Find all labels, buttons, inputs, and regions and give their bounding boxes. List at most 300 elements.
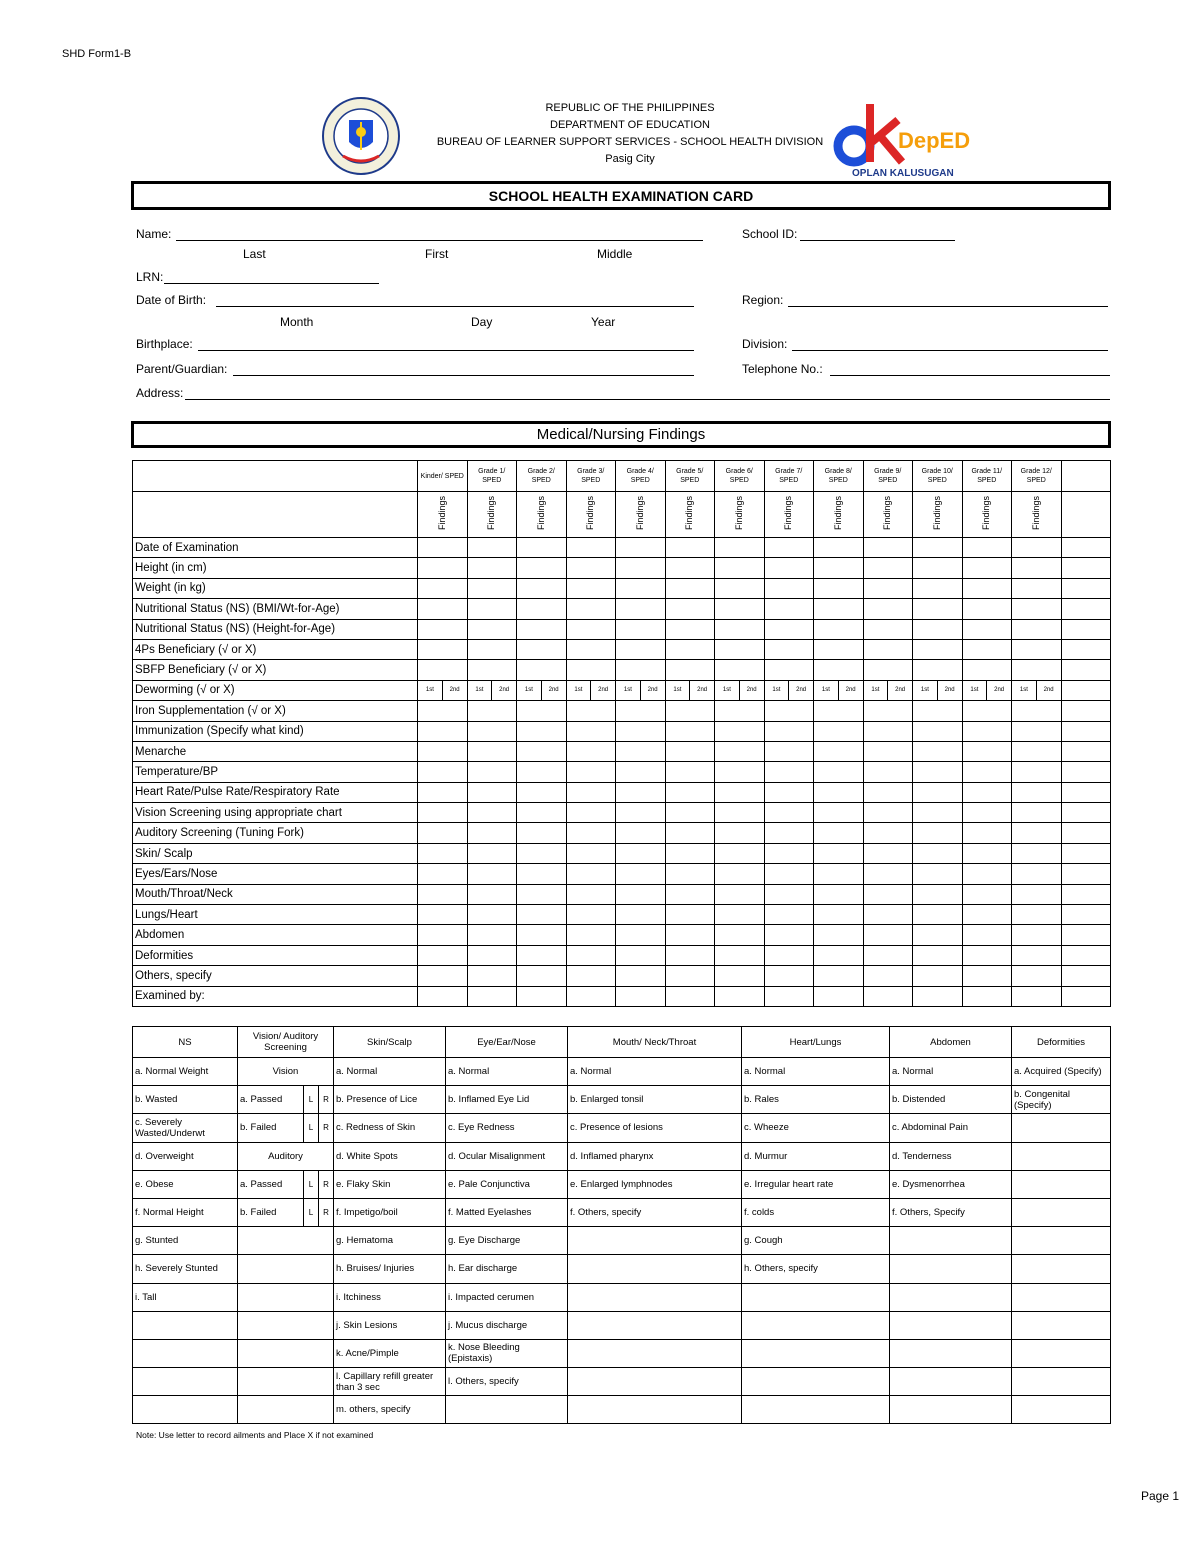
finding-cell[interactable] (814, 578, 864, 598)
finding-cell[interactable] (418, 986, 468, 1006)
finding-cell[interactable] (1012, 721, 1062, 741)
finding-cell[interactable] (764, 803, 814, 823)
finding-cell[interactable] (1012, 762, 1062, 782)
finding-cell[interactable] (913, 721, 963, 741)
finding-cell[interactable] (863, 660, 913, 680)
finding-cell[interactable] (1012, 578, 1062, 598)
finding-cell[interactable] (863, 599, 913, 619)
finding-cell[interactable] (913, 639, 963, 659)
finding-cell[interactable] (1061, 803, 1111, 823)
finding-cell[interactable] (1061, 864, 1111, 884)
finding-cell[interactable] (616, 680, 666, 700)
finding-cell[interactable] (913, 558, 963, 578)
finding-cell[interactable] (715, 823, 765, 843)
finding-cell[interactable] (814, 986, 864, 1006)
finding-cell[interactable] (863, 864, 913, 884)
finding-cell[interactable] (913, 680, 963, 700)
finding-cell[interactable] (616, 762, 666, 782)
finding-cell[interactable] (665, 741, 715, 761)
finding-cell[interactable] (962, 966, 1012, 986)
finding-cell[interactable] (962, 680, 1012, 700)
finding-cell[interactable] (418, 782, 468, 802)
finding-cell[interactable] (863, 701, 913, 721)
telephone-line[interactable] (830, 375, 1110, 376)
finding-cell[interactable] (814, 660, 864, 680)
finding-cell[interactable] (517, 599, 567, 619)
finding-cell[interactable] (467, 680, 517, 700)
finding-cell[interactable] (517, 823, 567, 843)
dob-line[interactable] (216, 306, 694, 307)
right-eye-ear-box[interactable]: R (319, 1086, 334, 1114)
finding-cell[interactable] (863, 905, 913, 925)
finding-cell[interactable] (1061, 639, 1111, 659)
finding-cell[interactable] (418, 680, 468, 700)
finding-cell[interactable] (418, 660, 468, 680)
finding-cell[interactable] (863, 823, 913, 843)
finding-cell[interactable] (1012, 782, 1062, 802)
finding-cell[interactable] (962, 905, 1012, 925)
finding-cell[interactable] (467, 843, 517, 863)
finding-cell[interactable] (665, 721, 715, 741)
finding-cell[interactable] (418, 925, 468, 945)
finding-cell[interactable] (566, 803, 616, 823)
finding-cell[interactable] (566, 864, 616, 884)
finding-cell[interactable] (1061, 599, 1111, 619)
finding-cell[interactable] (1012, 639, 1062, 659)
finding-cell[interactable] (863, 986, 913, 1006)
finding-cell[interactable] (962, 803, 1012, 823)
finding-cell[interactable] (715, 558, 765, 578)
right-eye-ear-box[interactable]: R (319, 1114, 334, 1142)
finding-cell[interactable] (566, 639, 616, 659)
finding-cell[interactable] (566, 721, 616, 741)
finding-cell[interactable] (715, 619, 765, 639)
finding-cell[interactable] (764, 945, 814, 965)
finding-cell[interactable] (616, 884, 666, 904)
finding-cell[interactable] (814, 721, 864, 741)
finding-cell[interactable] (715, 741, 765, 761)
finding-cell[interactable] (616, 966, 666, 986)
finding-cell[interactable] (814, 558, 864, 578)
finding-cell[interactable] (467, 905, 517, 925)
finding-cell[interactable] (517, 966, 567, 986)
finding-cell[interactable] (1012, 660, 1062, 680)
finding-cell[interactable] (962, 762, 1012, 782)
finding-cell[interactable] (1061, 701, 1111, 721)
finding-cell[interactable] (665, 599, 715, 619)
finding-cell[interactable] (517, 945, 567, 965)
finding-cell[interactable] (616, 721, 666, 741)
finding-cell[interactable] (665, 945, 715, 965)
finding-cell[interactable] (764, 639, 814, 659)
finding-cell[interactable] (616, 701, 666, 721)
finding-cell[interactable] (863, 782, 913, 802)
finding-cell[interactable] (1061, 782, 1111, 802)
finding-cell[interactable] (764, 762, 814, 782)
finding-cell[interactable] (863, 538, 913, 558)
finding-cell[interactable] (863, 578, 913, 598)
finding-cell[interactable] (566, 741, 616, 761)
finding-cell[interactable] (962, 843, 1012, 863)
finding-cell[interactable] (566, 762, 616, 782)
finding-cell[interactable] (418, 701, 468, 721)
finding-cell[interactable] (616, 599, 666, 619)
finding-cell[interactable] (616, 558, 666, 578)
finding-cell[interactable] (616, 782, 666, 802)
finding-cell[interactable] (418, 966, 468, 986)
finding-cell[interactable] (715, 599, 765, 619)
finding-cell[interactable] (616, 945, 666, 965)
finding-cell[interactable] (467, 701, 517, 721)
finding-cell[interactable] (1061, 925, 1111, 945)
finding-cell[interactable] (467, 966, 517, 986)
finding-cell[interactable] (665, 803, 715, 823)
finding-cell[interactable] (467, 721, 517, 741)
finding-cell[interactable] (1061, 660, 1111, 680)
finding-cell[interactable] (467, 578, 517, 598)
finding-cell[interactable] (665, 538, 715, 558)
finding-cell[interactable] (863, 884, 913, 904)
right-eye-ear-box[interactable]: R (319, 1198, 334, 1226)
finding-cell[interactable] (1061, 945, 1111, 965)
finding-cell[interactable] (616, 905, 666, 925)
finding-cell[interactable] (1061, 843, 1111, 863)
finding-cell[interactable] (814, 945, 864, 965)
finding-cell[interactable] (764, 782, 814, 802)
finding-cell[interactable] (913, 578, 963, 598)
finding-cell[interactable] (616, 741, 666, 761)
finding-cell[interactable] (566, 986, 616, 1006)
finding-cell[interactable] (913, 966, 963, 986)
finding-cell[interactable] (715, 843, 765, 863)
finding-cell[interactable] (418, 741, 468, 761)
finding-cell[interactable] (1061, 762, 1111, 782)
finding-cell[interactable] (566, 538, 616, 558)
finding-cell[interactable] (517, 538, 567, 558)
finding-cell[interactable] (715, 538, 765, 558)
finding-cell[interactable] (962, 639, 1012, 659)
finding-cell[interactable] (962, 986, 1012, 1006)
finding-cell[interactable] (616, 925, 666, 945)
finding-cell[interactable] (913, 986, 963, 1006)
finding-cell[interactable] (467, 925, 517, 945)
finding-cell[interactable] (517, 843, 567, 863)
finding-cell[interactable] (1061, 741, 1111, 761)
finding-cell[interactable] (566, 599, 616, 619)
finding-cell[interactable] (962, 538, 1012, 558)
finding-cell[interactable] (1061, 721, 1111, 741)
finding-cell[interactable] (566, 905, 616, 925)
finding-cell[interactable] (715, 905, 765, 925)
finding-cell[interactable] (566, 925, 616, 945)
finding-cell[interactable] (418, 803, 468, 823)
guardian-line[interactable] (233, 375, 694, 376)
finding-cell[interactable] (665, 905, 715, 925)
finding-cell[interactable] (764, 905, 814, 925)
finding-cell[interactable] (814, 843, 864, 863)
finding-cell[interactable] (418, 721, 468, 741)
finding-cell[interactable] (616, 803, 666, 823)
finding-cell[interactable] (715, 803, 765, 823)
finding-cell[interactable] (764, 558, 814, 578)
finding-cell[interactable] (863, 680, 913, 700)
finding-cell[interactable] (764, 843, 814, 863)
finding-cell[interactable] (665, 680, 715, 700)
finding-cell[interactable] (517, 639, 567, 659)
finding-cell[interactable] (764, 986, 814, 1006)
finding-cell[interactable] (764, 701, 814, 721)
finding-cell[interactable] (566, 843, 616, 863)
finding-cell[interactable] (764, 721, 814, 741)
finding-cell[interactable] (814, 803, 864, 823)
finding-cell[interactable] (517, 721, 567, 741)
finding-cell[interactable] (1061, 884, 1111, 904)
division-line[interactable] (792, 350, 1108, 351)
finding-cell[interactable] (467, 884, 517, 904)
finding-cell[interactable] (814, 905, 864, 925)
finding-cell[interactable] (566, 966, 616, 986)
finding-cell[interactable] (467, 986, 517, 1006)
finding-cell[interactable] (517, 619, 567, 639)
finding-cell[interactable] (764, 864, 814, 884)
finding-cell[interactable] (665, 864, 715, 884)
finding-cell[interactable] (517, 864, 567, 884)
finding-cell[interactable] (616, 538, 666, 558)
finding-cell[interactable] (517, 660, 567, 680)
finding-cell[interactable] (1012, 680, 1062, 700)
finding-cell[interactable] (566, 823, 616, 843)
finding-cell[interactable] (814, 701, 864, 721)
finding-cell[interactable] (1012, 986, 1062, 1006)
finding-cell[interactable] (517, 762, 567, 782)
finding-cell[interactable] (517, 782, 567, 802)
finding-cell[interactable] (517, 803, 567, 823)
finding-cell[interactable] (962, 945, 1012, 965)
finding-cell[interactable] (913, 660, 963, 680)
finding-cell[interactable] (1061, 986, 1111, 1006)
finding-cell[interactable] (1012, 864, 1062, 884)
finding-cell[interactable] (913, 884, 963, 904)
finding-cell[interactable] (1061, 538, 1111, 558)
finding-cell[interactable] (913, 741, 963, 761)
finding-cell[interactable] (1012, 803, 1062, 823)
finding-cell[interactable] (962, 884, 1012, 904)
finding-cell[interactable] (1012, 619, 1062, 639)
finding-cell[interactable] (962, 782, 1012, 802)
finding-cell[interactable] (1012, 538, 1062, 558)
finding-cell[interactable] (863, 639, 913, 659)
finding-cell[interactable] (764, 599, 814, 619)
finding-cell[interactable] (616, 843, 666, 863)
finding-cell[interactable] (418, 538, 468, 558)
finding-cell[interactable] (467, 945, 517, 965)
finding-cell[interactable] (467, 639, 517, 659)
finding-cell[interactable] (764, 619, 814, 639)
finding-cell[interactable] (616, 619, 666, 639)
finding-cell[interactable] (665, 986, 715, 1006)
finding-cell[interactable] (814, 741, 864, 761)
finding-cell[interactable] (962, 578, 1012, 598)
finding-cell[interactable] (566, 945, 616, 965)
finding-cell[interactable] (517, 558, 567, 578)
finding-cell[interactable] (418, 905, 468, 925)
finding-cell[interactable] (913, 823, 963, 843)
finding-cell[interactable] (715, 945, 765, 965)
finding-cell[interactable] (1012, 701, 1062, 721)
finding-cell[interactable] (962, 558, 1012, 578)
finding-cell[interactable] (715, 782, 765, 802)
finding-cell[interactable] (418, 762, 468, 782)
finding-cell[interactable] (418, 639, 468, 659)
finding-cell[interactable] (418, 884, 468, 904)
finding-cell[interactable] (863, 619, 913, 639)
finding-cell[interactable] (863, 558, 913, 578)
finding-cell[interactable] (1061, 619, 1111, 639)
finding-cell[interactable] (863, 843, 913, 863)
finding-cell[interactable] (517, 986, 567, 1006)
finding-cell[interactable] (517, 925, 567, 945)
left-eye-ear-box[interactable]: L (304, 1114, 319, 1142)
finding-cell[interactable] (566, 884, 616, 904)
finding-cell[interactable] (467, 558, 517, 578)
finding-cell[interactable] (467, 864, 517, 884)
finding-cell[interactable] (517, 578, 567, 598)
finding-cell[interactable] (1061, 558, 1111, 578)
finding-cell[interactable] (467, 619, 517, 639)
finding-cell[interactable] (566, 680, 616, 700)
finding-cell[interactable] (715, 660, 765, 680)
finding-cell[interactable] (1012, 823, 1062, 843)
finding-cell[interactable] (665, 701, 715, 721)
finding-cell[interactable] (715, 925, 765, 945)
name-line[interactable] (176, 240, 703, 241)
finding-cell[interactable] (1012, 966, 1062, 986)
finding-cell[interactable] (962, 701, 1012, 721)
finding-cell[interactable] (566, 701, 616, 721)
finding-cell[interactable] (863, 721, 913, 741)
finding-cell[interactable] (913, 782, 963, 802)
region-line[interactable] (788, 306, 1108, 307)
right-eye-ear-box[interactable]: R (319, 1170, 334, 1198)
finding-cell[interactable] (913, 864, 963, 884)
finding-cell[interactable] (962, 741, 1012, 761)
finding-cell[interactable] (715, 864, 765, 884)
finding-cell[interactable] (715, 884, 765, 904)
finding-cell[interactable] (814, 782, 864, 802)
finding-cell[interactable] (764, 660, 814, 680)
finding-cell[interactable] (1012, 843, 1062, 863)
finding-cell[interactable] (616, 986, 666, 1006)
finding-cell[interactable] (418, 843, 468, 863)
finding-cell[interactable] (517, 680, 567, 700)
finding-cell[interactable] (715, 762, 765, 782)
finding-cell[interactable] (764, 823, 814, 843)
finding-cell[interactable] (962, 864, 1012, 884)
finding-cell[interactable] (418, 578, 468, 598)
finding-cell[interactable] (665, 782, 715, 802)
finding-cell[interactable] (665, 558, 715, 578)
finding-cell[interactable] (1061, 823, 1111, 843)
finding-cell[interactable] (1012, 905, 1062, 925)
finding-cell[interactable] (913, 701, 963, 721)
finding-cell[interactable] (764, 884, 814, 904)
finding-cell[interactable] (715, 578, 765, 598)
finding-cell[interactable] (467, 762, 517, 782)
finding-cell[interactable] (913, 538, 963, 558)
finding-cell[interactable] (863, 966, 913, 986)
finding-cell[interactable] (1061, 905, 1111, 925)
lrn-line[interactable] (164, 283, 379, 284)
finding-cell[interactable] (764, 538, 814, 558)
finding-cell[interactable] (467, 823, 517, 843)
finding-cell[interactable] (863, 741, 913, 761)
finding-cell[interactable] (418, 619, 468, 639)
finding-cell[interactable] (467, 599, 517, 619)
finding-cell[interactable] (566, 558, 616, 578)
finding-cell[interactable] (814, 762, 864, 782)
finding-cell[interactable] (1061, 578, 1111, 598)
finding-cell[interactable] (1061, 680, 1111, 700)
finding-cell[interactable] (616, 578, 666, 598)
finding-cell[interactable] (913, 925, 963, 945)
finding-cell[interactable] (418, 945, 468, 965)
finding-cell[interactable] (913, 762, 963, 782)
finding-cell[interactable] (764, 680, 814, 700)
finding-cell[interactable] (665, 925, 715, 945)
finding-cell[interactable] (418, 558, 468, 578)
finding-cell[interactable] (517, 905, 567, 925)
left-eye-ear-box[interactable]: L (304, 1170, 319, 1198)
finding-cell[interactable] (665, 884, 715, 904)
finding-cell[interactable] (962, 925, 1012, 945)
finding-cell[interactable] (913, 619, 963, 639)
finding-cell[interactable] (962, 599, 1012, 619)
finding-cell[interactable] (616, 864, 666, 884)
finding-cell[interactable] (665, 966, 715, 986)
finding-cell[interactable] (814, 884, 864, 904)
finding-cell[interactable] (616, 823, 666, 843)
finding-cell[interactable] (764, 578, 814, 598)
finding-cell[interactable] (566, 619, 616, 639)
finding-cell[interactable] (665, 619, 715, 639)
finding-cell[interactable] (715, 639, 765, 659)
finding-cell[interactable] (764, 966, 814, 986)
finding-cell[interactable] (913, 803, 963, 823)
finding-cell[interactable] (665, 843, 715, 863)
school-id-line[interactable] (800, 240, 955, 241)
finding-cell[interactable] (814, 925, 864, 945)
left-eye-ear-box[interactable]: L (304, 1086, 319, 1114)
finding-cell[interactable] (863, 945, 913, 965)
finding-cell[interactable] (1012, 558, 1062, 578)
finding-cell[interactable] (467, 803, 517, 823)
finding-cell[interactable] (616, 639, 666, 659)
finding-cell[interactable] (517, 741, 567, 761)
finding-cell[interactable] (517, 701, 567, 721)
finding-cell[interactable] (566, 578, 616, 598)
finding-cell[interactable] (566, 782, 616, 802)
finding-cell[interactable] (1012, 884, 1062, 904)
finding-cell[interactable] (715, 701, 765, 721)
finding-cell[interactable] (1012, 925, 1062, 945)
finding-cell[interactable] (814, 639, 864, 659)
finding-cell[interactable] (814, 599, 864, 619)
finding-cell[interactable] (665, 578, 715, 598)
finding-cell[interactable] (814, 538, 864, 558)
left-eye-ear-box[interactable]: L (304, 1198, 319, 1226)
finding-cell[interactable] (665, 823, 715, 843)
birthplace-line[interactable] (198, 350, 694, 351)
